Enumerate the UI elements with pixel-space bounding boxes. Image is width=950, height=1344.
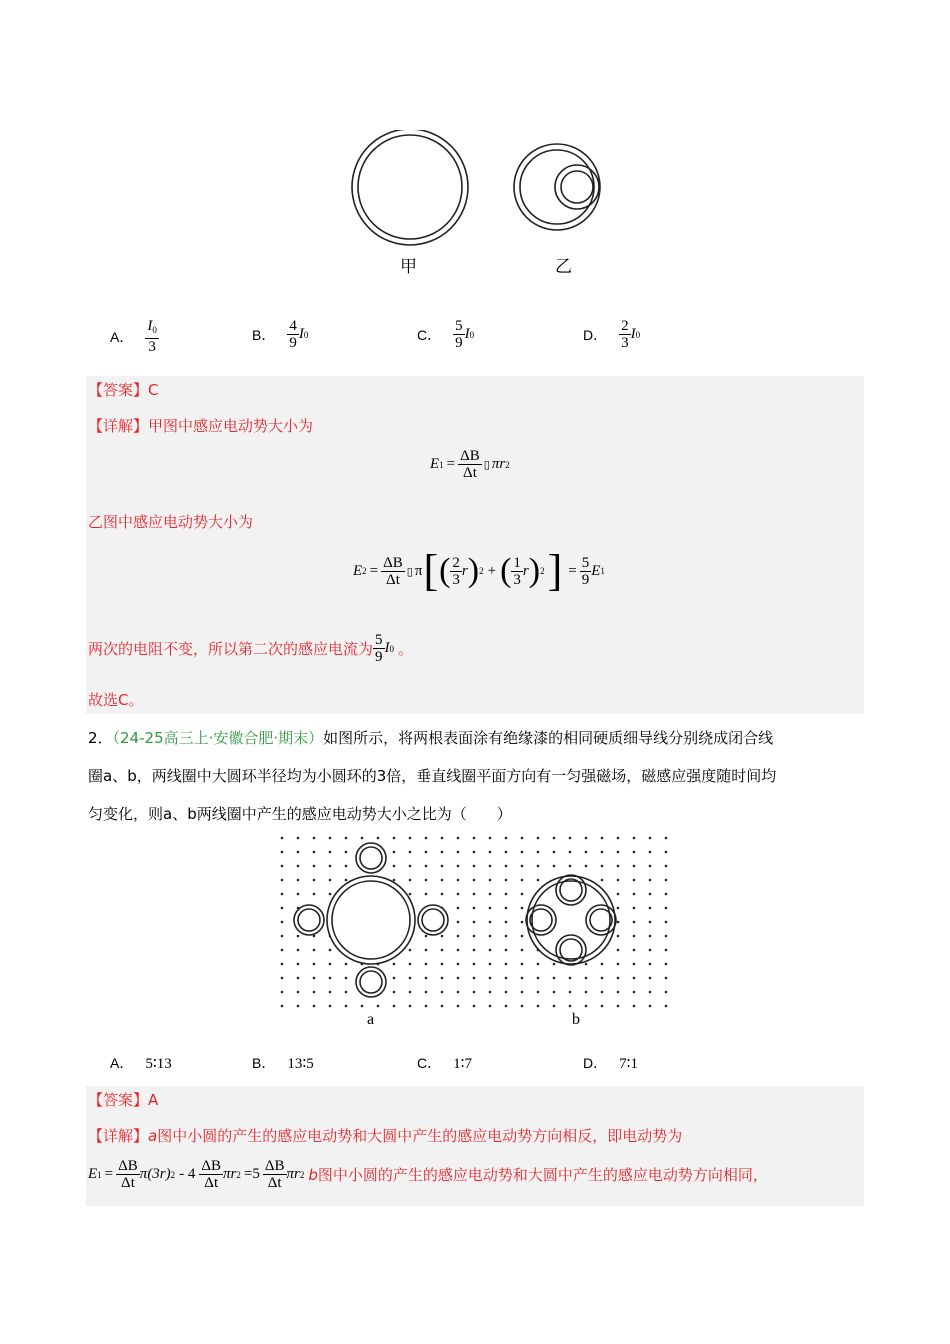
figure-label-a: a bbox=[367, 1011, 375, 1028]
q1-detail-line4: 故选C。 bbox=[88, 691, 144, 709]
coil-b bbox=[526, 875, 616, 965]
q1-option-c[interactable]: C． $\frac{5}{9}$ I 0 bbox=[417, 318, 475, 351]
q1-equation-2: E 2 = $\frac{\Delta B}{\Delta t}$ ▯ π [ ( $\frac{2}{3}$ r ) 2 + ( $\frac{1}{3}$ r ) 2 ] = $\frac{5}{9}$ E 1 bbox=[353, 546, 605, 595]
q1-equation-1: E 1 = $\frac{\Delta B}{\Delta t}$ ▯ πr 2 bbox=[430, 448, 510, 481]
q2-option-c[interactable]: C． 1∶7 bbox=[417, 1055, 473, 1072]
q2-detail-line1: 【详解】a图中小圆的产生的感应电动势和大圆中产生的感应电动势方向相反，即电动势为 bbox=[88, 1127, 683, 1145]
q2-stem-line1: 2．（24-25高三上·安徽合肥·期末）如图所示，将两根表面涂有绝缘漆的相同硬质细导线分别绕成闭合线 bbox=[88, 729, 774, 747]
q2-option-a[interactable]: A． 5∶13 bbox=[110, 1055, 172, 1072]
label-jia: 甲 bbox=[400, 257, 417, 277]
jia-coil bbox=[352, 130, 468, 245]
q1-option-a[interactable]: A． $\frac{I_0}{3}$ bbox=[110, 318, 157, 355]
figure-jia-yi bbox=[340, 130, 630, 280]
figure-coils-a-b bbox=[275, 834, 675, 1014]
q2-stem-line2: 圈a、b，两线圈中大圆环半径均为小圆环的3倍，垂直线圈平面方向有一匀强磁场，磁感应强度随时间均 bbox=[88, 767, 777, 785]
label-yi: 乙 bbox=[555, 257, 572, 277]
q1-detail-line1: 【详解】甲图中感应电动势大小为 bbox=[88, 417, 314, 435]
yi-coil bbox=[514, 144, 600, 230]
q1-option-d[interactable]: D． $\frac{2}{3}$ I 0 bbox=[583, 318, 641, 351]
q2-option-d[interactable]: D． 7∶1 bbox=[583, 1055, 639, 1072]
q1-option-b[interactable]: B． $\frac{4}{9}$ I 0 bbox=[252, 318, 309, 351]
q2-option-b[interactable]: B． 13∶5 bbox=[252, 1055, 314, 1072]
figure-label-b: b bbox=[572, 1011, 580, 1028]
q1-answer-line: 【答案】C bbox=[88, 381, 159, 399]
q2-detail-line2: E 1 = $\frac{\Delta B}{\Delta t}$ π (3r) 2 - 4 $\frac{\Delta B}{\Delta t}$ πr 2 =5 $\frac{\Delta B}{\Delta t}$ πr 2 b 图中小圆的产生的感应电动势和大圆中产生的感应电动势方向相同， bbox=[88, 1158, 768, 1191]
q1-detail-line3: 两次的电阻不变，所以第二次的感应电流为 $\frac{5}{9}$ I 0 。 bbox=[88, 632, 414, 665]
q2-stem-line3: 匀变化，则a、b两线圈中产生的感应电动势大小之比为（ ） bbox=[88, 805, 512, 823]
q1-detail-line2: 乙图中感应电动势大小为 bbox=[88, 513, 254, 531]
q2-answer-line: 【答案】A bbox=[88, 1091, 159, 1109]
